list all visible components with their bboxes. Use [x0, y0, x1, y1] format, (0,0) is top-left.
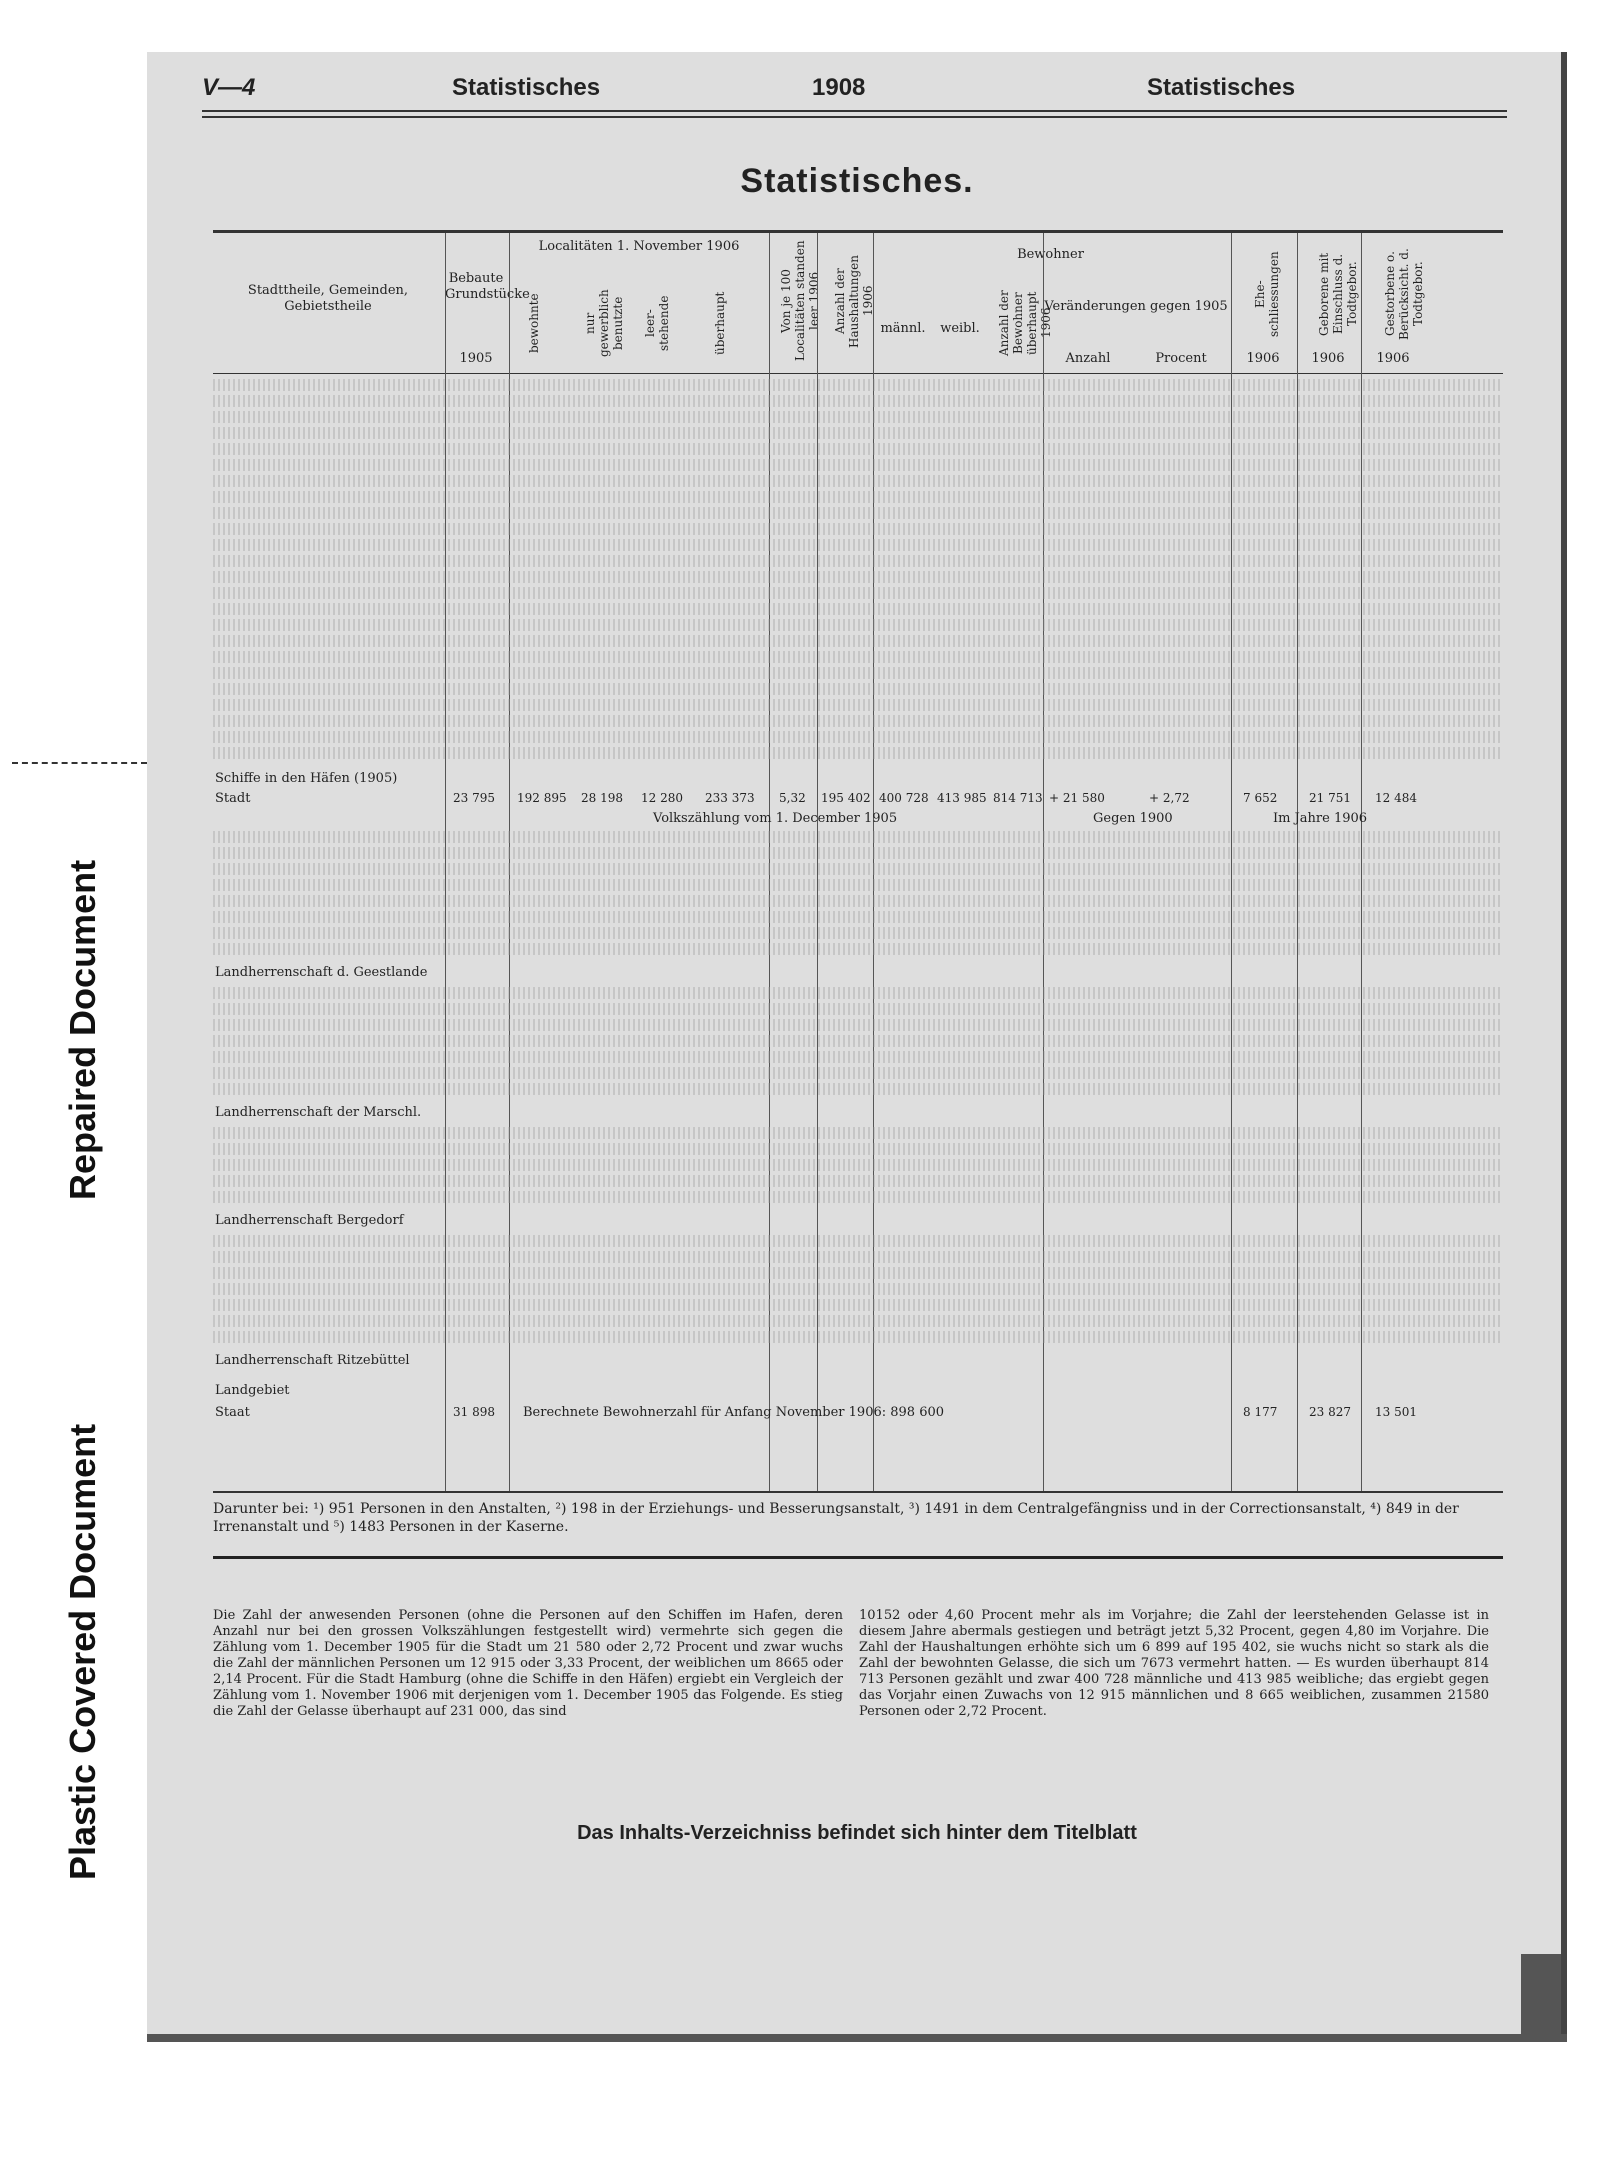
text-line [213, 1235, 1503, 1247]
header-inhabited: bewohnte [527, 293, 541, 353]
header-localities: Localitäten 1. November 1906 [538, 239, 740, 254]
scan-sidebar [0, 0, 160, 2177]
page-bottom-edge [147, 2034, 1567, 2042]
text-line [213, 831, 1503, 843]
statistics-table [213, 230, 1503, 1493]
text-line [213, 1191, 1503, 1203]
text-line [213, 395, 1503, 407]
text-line [213, 1175, 1503, 1187]
header-female: weibl. [940, 321, 980, 336]
text-line [213, 475, 1503, 487]
text-line [213, 571, 1503, 583]
header-rule [202, 110, 1507, 112]
text-line [213, 911, 1503, 923]
header-marriages: Ehe-schliessungen [1253, 251, 1281, 337]
header-deaths: Gestorbene o. Berücksicht. d. Todtgebor. [1383, 248, 1425, 340]
text-line [213, 459, 1503, 471]
text-line [213, 1051, 1503, 1063]
stadt-births: 21 751 [1309, 791, 1351, 805]
text-line [213, 1083, 1503, 1095]
stadt-change-count: + 21 580 [1049, 791, 1105, 805]
bergedorf-label: Landherrenschaft Bergedorf [215, 1213, 404, 1228]
stadt-inhabited: 192 895 [517, 791, 567, 805]
census-label: Volkszählung vom 1. December 1905 [653, 811, 898, 826]
header-resident-count: Anzahl der Bewohner überhaupt 1906 [997, 290, 1053, 356]
year-1906-label: Im Jahre 1906 [1273, 811, 1368, 826]
text-line [213, 539, 1503, 551]
page-corner [1521, 1954, 1561, 2034]
text-line [213, 1299, 1503, 1311]
text-line [213, 847, 1503, 859]
text-line [213, 1067, 1503, 1079]
text-line [213, 1127, 1503, 1139]
stadt-empty: 12 280 [641, 791, 683, 805]
header-right-title: Statistisches [1147, 74, 1296, 101]
text-line [213, 699, 1503, 711]
text-line [213, 619, 1503, 631]
staat-births: 23 827 [1309, 1405, 1351, 1419]
text-line [213, 411, 1503, 423]
text-line [213, 555, 1503, 567]
staat-label: Staat [215, 1405, 250, 1420]
header-total: überhaupt [713, 291, 727, 355]
header-rule-2 [202, 116, 1507, 118]
staat-built-plots: 31 898 [453, 1405, 495, 1419]
header-births: Geborene mit Einschluss d. Todtgebor. [1317, 252, 1359, 336]
text-line [213, 507, 1503, 519]
stadt-residents: 814 713 [993, 791, 1043, 805]
text-line [213, 1035, 1503, 1047]
header-residents: Bewohner [1017, 247, 1084, 262]
text-line [213, 443, 1503, 455]
stadt-deaths: 12 484 [1375, 791, 1417, 805]
header-place: Stadttheile, Gemeinden, Gebietstheile [247, 283, 409, 314]
text-line [213, 1143, 1503, 1155]
stadt-built-plots: 23 795 [453, 791, 495, 805]
stadt-change-percent: + 2,72 [1149, 791, 1190, 805]
header-change-percent: Procent [1155, 351, 1207, 366]
estimate-label: Berechnete Bewohnerzahl für Anfang November 1906: 898 600 [523, 1405, 945, 1420]
text-line [213, 895, 1503, 907]
table-body [213, 375, 1503, 1489]
table-footnote: Darunter bei: ¹) 951 Personen in den Anstalten, ²) 198 in der Erziehungs- und Besserungsanstalt, ³) 1491 in dem Centralgefängniss und in der Correctionsanstalt, ⁴) 849 in der Irrenanstalt und ⁵) 1483 Personen in der Kaserne. [213, 1501, 1459, 1535]
text-line [213, 1267, 1503, 1279]
text-line [213, 1315, 1503, 1327]
text-line [213, 603, 1503, 615]
page-number: V—4 [202, 74, 256, 101]
stadt-male: 400 728 [879, 791, 929, 805]
staat-marriages: 8 177 [1243, 1405, 1278, 1419]
header-vacancy: Von je 100 Localitäten standen leer 1906 [779, 240, 821, 362]
plastic-covered-label: Plastic Covered Document [62, 1423, 103, 1880]
schiffe-label: Schiffe in den Häfen (1905) [215, 771, 398, 786]
table-header [213, 233, 1503, 374]
header-commercial: nur gewerblich benutzte [583, 289, 625, 357]
text-line [213, 587, 1503, 599]
stadt-households: 195 402 [821, 791, 871, 805]
text-line [213, 491, 1503, 503]
header-empty: leer-stehende [643, 295, 671, 351]
text-line [213, 879, 1503, 891]
text-line [213, 747, 1503, 759]
header-built-plots-year: 1905 [459, 351, 493, 366]
text-line [213, 427, 1503, 439]
dashed-divider [12, 762, 147, 764]
header-male: männl. [880, 321, 926, 336]
text-line [213, 379, 1503, 391]
text-line [213, 1251, 1503, 1263]
text-line [213, 863, 1503, 875]
header-change-count: Anzahl [1065, 351, 1111, 366]
text-paragraph-left: Die Zahl der anwesenden Personen (ohne die Personen auf den Schiffen im Hafen, deren Anzahl nur bei den grossen Volkszählungen festgestellt wird) vermehrte sich gegen die Zählung vom 1. December 1905 für die Stadt um 21 580 oder 2,72 Procent und zwar wuchs die Zahl der männlichen Personen um 12 915 oder 3,33 Procent, der weiblichen um 8665 oder 2,14 Procent. Für die Stadt Hamburg (ohne die Schiffe in den Häfen) ergiebt ein Vergleich der Zählung vom 1. November 1906 mit derjenigen vom 1. December 1905 das Folgende. Es stieg die Zahl der Gelasse überhaupt auf 231 000, das sind [213, 1608, 843, 1719]
text-line [213, 1283, 1503, 1295]
text-line [213, 1019, 1503, 1031]
text-line [213, 683, 1503, 695]
text-line [213, 943, 1503, 955]
compared-label: Gegen 1900 [1093, 811, 1173, 826]
landgebiet-label: Landgebiet [215, 1383, 290, 1398]
text-line [213, 651, 1503, 663]
geestlande-label: Landherrenschaft d. Geestlande [215, 965, 428, 980]
text-line [213, 523, 1503, 535]
text-line [213, 927, 1503, 939]
text-paragraph-right: 10152 oder 4,60 Procent mehr als im Vorjahre; die Zahl der leerstehenden Gelasse ist in diesem Jahre abermals gestiegen und beträgt jetzt 5,32 Procent, gegen 4,80 im Vorjahre. Die Zahl der Haushaltungen erhöhte sich um 6 899 auf 195 402, sie wuchs nicht so stark als die Zahl der bewohnten Gelasse, die sich um 7673 vermehrt hatten. — Es wurden überhaupt 814 713 Personen gezählt und zwar 400 728 männliche und 413 985 weibliche; das ergiebt gegen das Vorjahr einen Zuwachs von 12 915 männlichen und 8 665 weiblichen, zusammen 21580 Personen oder 2,72 Procent. [859, 1608, 1489, 1719]
page-edge [1561, 52, 1567, 2042]
stadt-total: 233 373 [705, 791, 755, 805]
text-line [213, 1159, 1503, 1171]
text-line [213, 1003, 1503, 1015]
header-households: Anzahl der Haushaltungen 1906 [833, 254, 875, 348]
repaired-document-label: Repaired Document [62, 859, 103, 1200]
text-line [213, 635, 1503, 647]
text-line [213, 987, 1503, 999]
header-left-title: Statistisches [452, 74, 601, 101]
scanned-page [147, 52, 1567, 2042]
marschl-label: Landherrenschaft der Marschl. [215, 1105, 422, 1120]
stadt-commercial: 28 198 [581, 791, 623, 805]
header-births-year: 1906 [1311, 351, 1345, 366]
page-title: Statistisches. [740, 162, 974, 200]
stadt-marriages: 7 652 [1243, 791, 1278, 805]
staat-deaths: 13 501 [1375, 1405, 1417, 1419]
index-notice: Das Inhalts-Verzeichniss befindet sich hinter dem Titelblatt [577, 1822, 1137, 1844]
page-header [202, 66, 1507, 106]
stadt-label: Stadt [215, 791, 251, 806]
header-deaths-year: 1906 [1376, 351, 1410, 366]
section-rule [213, 1556, 1503, 1559]
text-line [213, 667, 1503, 679]
header-changes: Veränderungen gegen 1905 [1044, 299, 1228, 314]
header-marriages-year: 1906 [1246, 351, 1280, 366]
header-year: 1908 [812, 74, 866, 101]
text-line [213, 715, 1503, 727]
text-line [213, 1331, 1503, 1343]
stadt-vacancy: 5,32 [779, 791, 806, 805]
text-line [213, 731, 1503, 743]
stadt-female: 413 985 [937, 791, 987, 805]
header-built-plots: Bebaute Grundstücke [445, 271, 530, 302]
ritzebuettel-label: Landherrenschaft Ritzebüttel [215, 1353, 410, 1368]
